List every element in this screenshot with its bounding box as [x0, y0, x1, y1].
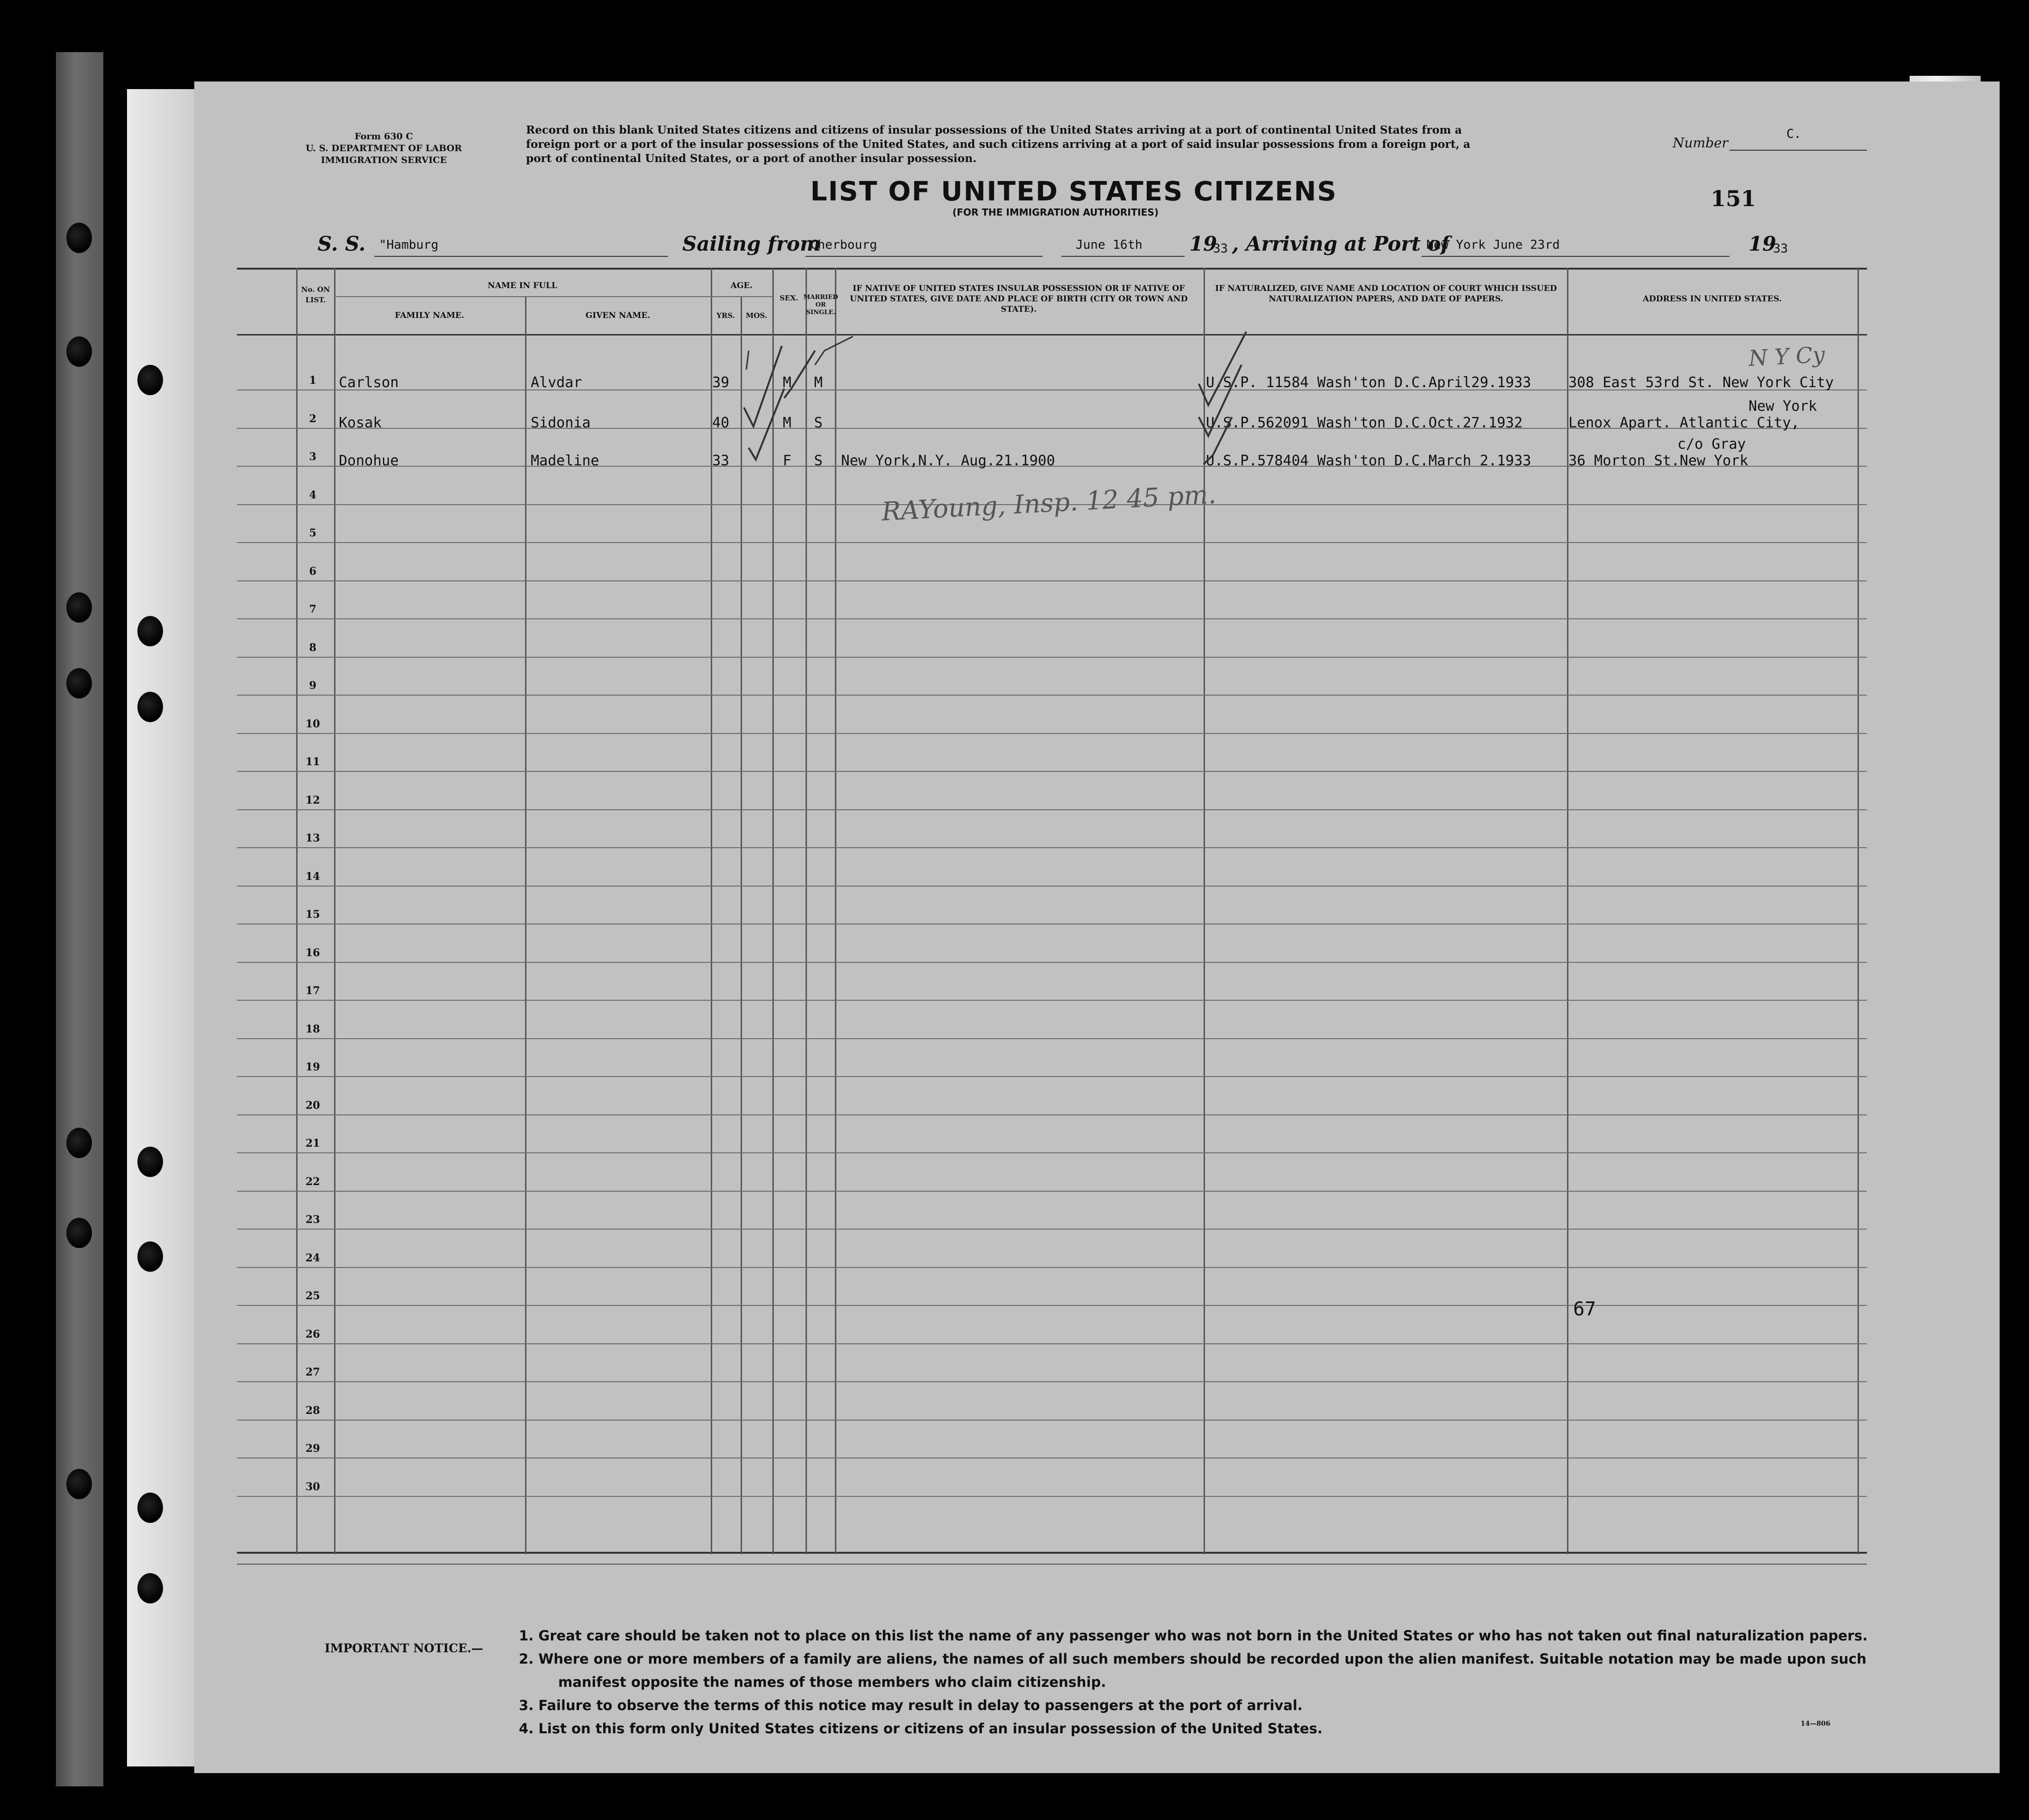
year2-suffix: 33: [1773, 242, 1788, 256]
port-underline: [1422, 256, 1730, 257]
year-prefix: 19: [1189, 232, 1217, 255]
row-number: 18: [305, 1023, 320, 1035]
col-header-married: MARRIED OR SINGLE.: [803, 294, 838, 316]
row-number: 23: [305, 1213, 320, 1226]
year-suffix: 33: [1213, 242, 1228, 256]
binder-hole: [66, 1218, 92, 1248]
row-rule: [237, 847, 1867, 848]
table-top-border: [237, 268, 1867, 270]
row-2-yrs: 40: [712, 415, 730, 431]
row-3-address: 36 Morton St.New York: [1568, 453, 1748, 469]
row-number: 21: [305, 1137, 320, 1150]
row-3-address-above: c/o Gray: [1677, 436, 1746, 453]
instructions-line-2: foreign port or a port of the insular possessions of the United States, and such citizens arriving at a port of said insular possessions from a foreign port, a: [526, 138, 1471, 151]
col-header-family: FAMILY NAME.: [395, 311, 464, 320]
row-rule: [237, 962, 1867, 963]
stamp-number: 67: [1573, 1298, 1596, 1320]
row-number: 28: [305, 1404, 320, 1417]
row-rule: [237, 1381, 1867, 1382]
binder-hole: [66, 223, 92, 253]
row-rule: [237, 1496, 1867, 1497]
row-1-address-note: N Y Cy: [1748, 341, 1826, 371]
col-header-mos: MOS.: [745, 311, 768, 320]
row-rule: [237, 695, 1867, 696]
year2-prefix: 19: [1748, 232, 1776, 255]
row-1-address: 308 East 53rd St. New York City: [1568, 374, 1834, 391]
row-rule: [237, 657, 1867, 658]
row-3-marital: S: [814, 453, 823, 469]
corner-code: 14—806: [1801, 1720, 1830, 1728]
instructions-line-3: port of continental United States, or a port of another insular possession.: [526, 152, 977, 165]
row-rule: [237, 1420, 1867, 1421]
row-number: 27: [305, 1366, 320, 1378]
row-1-given: Alvdar: [531, 374, 582, 391]
row-rule: [237, 771, 1867, 772]
page-number: 151: [1711, 186, 1757, 211]
page-title: LIST OF UNITED STATES CITIZENS: [810, 176, 1337, 207]
row-number: 3: [309, 451, 317, 463]
row-rule: [237, 1076, 1867, 1077]
binder-hole: [137, 1493, 163, 1523]
date-underline: [1061, 256, 1185, 257]
ss-label: S. S.: [317, 232, 366, 255]
arrival-port: New York June 23rd: [1426, 238, 1560, 252]
sailing-label: Sailing from: [682, 232, 821, 255]
binder-hole: [66, 1469, 92, 1499]
row-rule: [237, 1267, 1867, 1268]
row-rule: [237, 733, 1867, 734]
col-divider: [1857, 268, 1859, 1554]
row-rule: [237, 886, 1867, 887]
row-number: 2: [309, 412, 317, 425]
row-rule: [237, 1229, 1867, 1230]
binder-hole: [66, 1128, 92, 1158]
row-rule: [237, 1114, 1867, 1115]
row-rule: [237, 618, 1867, 619]
row-2-sex: M: [783, 415, 792, 431]
ship-name: "Hamburg: [379, 238, 439, 252]
arriving-label: , Arriving at Port of: [1232, 232, 1449, 255]
row-number: 9: [309, 679, 317, 692]
row-number: 26: [305, 1328, 320, 1340]
binder-hole: [66, 668, 92, 698]
binder-hole: [137, 1573, 163, 1603]
row-number: 16: [305, 946, 320, 959]
col-header-name: NAME IN FULL: [488, 281, 557, 290]
row-rule: [237, 1000, 1867, 1001]
row-number: 11: [305, 756, 320, 768]
col-header-yrs: YRS.: [716, 311, 735, 320]
notice-item-4: 4. List on this form only United States citizens or citizens of an insular possession of the United States.: [519, 1720, 1322, 1737]
col-divider: [525, 296, 526, 1554]
row-3-family: Donohue: [339, 453, 399, 469]
col-header-no: No. ON LIST.: [301, 285, 330, 304]
notice-item-2-cont: manifest opposite the names of those members who claim citizenship.: [558, 1674, 1106, 1690]
row-2-address: Lenox Apart. Atlantic City,: [1568, 415, 1800, 431]
row-number: 8: [309, 641, 317, 654]
row-rule: [237, 580, 1867, 581]
col-header-sex: SEX.: [779, 294, 798, 302]
row-3-sex: F: [783, 453, 792, 469]
row-3-naturalization: U.S.P.578404 Wash'ton D.C.March 2.1933: [1206, 453, 1531, 469]
binder-hole: [66, 336, 92, 367]
number-label: Number: [1673, 135, 1728, 151]
row-number: 25: [305, 1290, 320, 1302]
row-rule: [237, 1305, 1867, 1306]
binder-hole: [137, 692, 163, 722]
row-number: 4: [309, 489, 317, 501]
binder-hole: [137, 1241, 163, 1272]
col-divider: [741, 296, 742, 1554]
table-bottom-border: [237, 1552, 1867, 1554]
row-number: 13: [305, 832, 320, 844]
age-header-divider: [711, 296, 772, 297]
inspector-signature: RAYoung, Insp. 12 45 pm.: [880, 479, 1217, 527]
row-number: 30: [305, 1480, 320, 1493]
row-number: 7: [309, 603, 317, 616]
name-header-divider: [334, 296, 711, 297]
notice-item-3: 3. Failure to observe the terms of this notice may result in delay to passengers at the port of arrival.: [519, 1697, 1303, 1713]
row-number: 19: [305, 1061, 320, 1073]
col-header-address: ADDRESS IN UNITED STATES.: [1642, 294, 1782, 304]
row-rule: [237, 1152, 1867, 1153]
row-rule: [237, 1343, 1867, 1344]
department: U. S. DEPARTMENT OF LABOR: [306, 143, 462, 154]
binder-hole: [137, 1147, 163, 1177]
col-header-native: IF NATIVE OF UNITED STATES INSULAR POSSESSION OR IF NATIVE OF UNITED STATES, GIVE DATE AND PLACE OF BIRTH (CITY OR TOWN AND STATE).: [850, 284, 1188, 314]
col-header-age: AGE.: [730, 281, 753, 290]
binder-hole: [137, 365, 163, 395]
ship-underline: [374, 256, 668, 257]
sailing-from: Cherbourg: [810, 238, 877, 252]
row-rule: [237, 809, 1867, 810]
binder-hole: [66, 592, 92, 623]
row-number: 1: [309, 374, 317, 387]
row-number: 10: [305, 717, 320, 730]
row-1-yrs: 39: [712, 374, 730, 391]
row-number: 17: [305, 985, 320, 997]
service: IMMIGRATION SERVICE: [321, 155, 447, 165]
number-value: C.: [1786, 127, 1802, 141]
notice-heading: IMPORTANT NOTICE.—: [325, 1641, 483, 1655]
row-3-given: Madeline: [531, 453, 599, 469]
row-3-birth: New York,N.Y. Aug.21.1900: [841, 453, 1055, 469]
sailing-date: June 16th: [1076, 238, 1142, 252]
form-number: Form 630 C: [354, 131, 413, 142]
row-number: 5: [309, 527, 317, 539]
check-marks: [739, 332, 881, 474]
row-1-family: Carlson: [339, 374, 399, 391]
notice-item-1: 1. Great care should be taken not to place on this list the name of any passenger who was not born in the United States or who has not taken out final naturalization papers.: [519, 1628, 1868, 1644]
row-1-naturalization: U.S.P. 11584 Wash'ton D.C.April29.1933: [1206, 374, 1531, 391]
row-1-marital: M: [814, 374, 823, 391]
film-edge-strip: [56, 52, 103, 1786]
row-number: 12: [305, 794, 320, 806]
row-2-naturalization: U.S.P.562091 Wash'ton D.C.Oct.27.1932: [1206, 415, 1523, 431]
row-number: 24: [305, 1251, 320, 1264]
row-2-given: Sidonia: [531, 415, 591, 431]
row-number: 20: [305, 1099, 320, 1112]
table-bottom-border-2: [237, 1564, 1867, 1565]
number-underline: [1730, 150, 1867, 151]
row-2-address-above: New York: [1748, 398, 1817, 415]
row-1-sex: M: [783, 374, 792, 391]
notice-item-2: 2. Where one or more members of a family are aliens, the names of all such members should be recorded upon the alien manifest. Suitable notation may be made upon such: [519, 1651, 1866, 1667]
row-number: 15: [305, 908, 320, 921]
instructions-line-1: Record on this blank United States citizens and citizens of insular possessions of the United States arriving at a port of continental United States from a: [526, 124, 1462, 136]
row-number: 29: [305, 1442, 320, 1455]
naturalization-check-marks: [1189, 322, 1265, 474]
row-3-yrs: 33: [712, 453, 730, 469]
col-header-naturalized: IF NATURALIZED, GIVE NAME AND LOCATION OF COURT WHICH ISSUED NATURALIZATION PAPERS, AND DATE OF PAPERS.: [1215, 284, 1557, 304]
row-2-marital: S: [814, 415, 823, 431]
col-divider: [296, 268, 298, 1554]
col-header-given: GIVEN NAME.: [585, 311, 651, 320]
from-underline: [806, 256, 1042, 257]
row-rule: [237, 1038, 1867, 1039]
row-number: 6: [309, 565, 317, 578]
page-subtitle: (FOR THE IMMIGRATION AUTHORITIES): [952, 207, 1159, 218]
row-rule: [237, 542, 1867, 543]
binder-hole: [137, 616, 163, 646]
row-number: 22: [305, 1175, 320, 1188]
table-header-border: [237, 334, 1867, 335]
row-rule: [237, 1191, 1867, 1192]
col-divider: [334, 268, 335, 1554]
row-2-family: Kosak: [339, 415, 382, 431]
row-number: 14: [305, 870, 320, 883]
